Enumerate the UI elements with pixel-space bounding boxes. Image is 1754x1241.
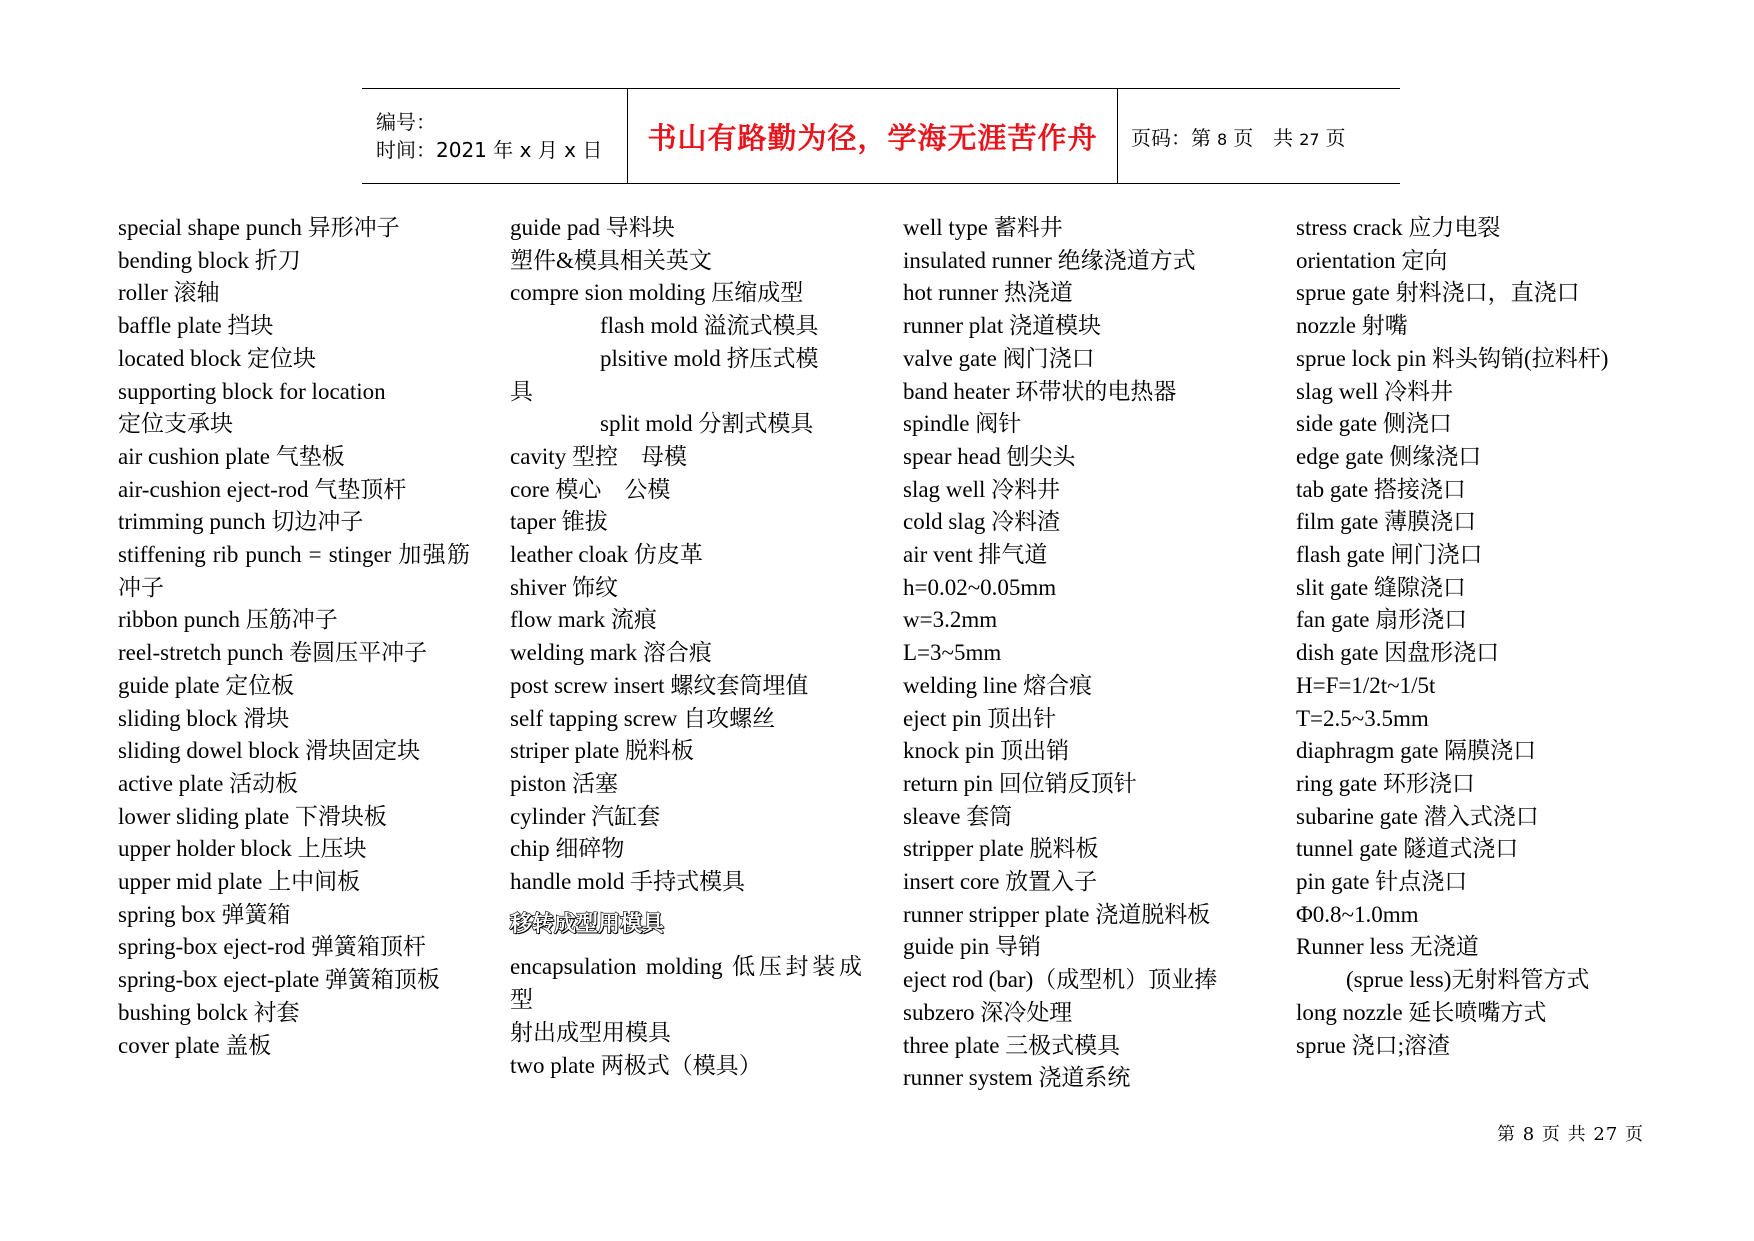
glossary-entry: stripper plate 脱料板	[903, 836, 1099, 862]
glossary-entry: sprue gate 射料浇口，直浇口	[1296, 280, 1580, 306]
glossary-column-1	[118, 212, 470, 1062]
glossary-entry: spindle 阀针	[903, 411, 1022, 437]
glossary-column-3	[903, 212, 1263, 1095]
glossary-entry: bending block 折刀	[118, 247, 301, 273]
glossary-entry: flash mold 溢流式模具	[600, 313, 819, 339]
glossary-entry: sprue 浇口;溶渣	[1296, 1032, 1450, 1058]
glossary-entry: trimming punch 切边冲子	[118, 509, 364, 535]
glossary-entry: slag well 冷料井	[903, 476, 1061, 502]
glossary-entry: air vent 排气道	[903, 542, 1048, 568]
glossary-entry: slag well 冷料井	[1296, 378, 1454, 404]
glossary-entry: L=3~5mm	[903, 640, 1002, 666]
glossary-entry: 具	[510, 378, 533, 404]
glossary-entry: shiver 饰纹	[510, 574, 618, 600]
glossary-entry: two plate 两极式（模具）	[510, 1052, 762, 1078]
glossary-entry: upper holder block 上压块	[118, 836, 367, 862]
glossary-entry: ring gate 环形浇口	[1296, 770, 1475, 796]
glossary-entry: core 模心 公模	[510, 476, 671, 502]
glossary-entry: valve gate 阀门浇口	[903, 345, 1095, 371]
glossary-entry: subarine gate 潜入式浇口	[1296, 803, 1539, 829]
glossary-entry: slit gate 缝隙浇口	[1296, 574, 1466, 600]
glossary-entry: air-cushion eject-rod 气垫顶杆	[118, 476, 407, 502]
glossary-entry: Φ0.8~1.0mm	[1296, 901, 1419, 927]
glossary-entry: long nozzle 延长喷嘴方式	[1296, 999, 1547, 1025]
motto: 书山有路勤为径，学海无涯苦作舟	[647, 120, 1098, 155]
glossary-entry: split mold 分割式模具	[600, 411, 814, 437]
glossary-entry: cover plate 盖板	[118, 1032, 272, 1058]
glossary-entry: bushing bolck 衬套	[118, 999, 300, 1025]
glossary-entry: special shape punch 异形冲子	[118, 215, 400, 240]
glossary-entry: sliding dowel block 滑块固定块	[118, 738, 421, 764]
glossary-entry: eject rod (bar)（成型机）顶业捧	[903, 967, 1218, 993]
glossary-entry: cylinder 汽缸套	[510, 803, 661, 829]
glossary-entry: tunnel gate 隧道式浇口	[1296, 836, 1519, 862]
glossary-entry: edge gate 侧缘浇口	[1296, 443, 1482, 469]
glossary-entry: taper 锥拔	[510, 509, 608, 535]
glossary-entry: roller 滚轴	[118, 280, 220, 306]
glossary-entry: leather cloak 仿皮革	[510, 542, 703, 568]
glossary-entry: spring-box eject-plate 弹簧箱顶板	[118, 967, 440, 993]
glossary-entry: return pin 回位销反顶针	[903, 770, 1137, 796]
glossary-entry: stress crack 应力电裂	[1296, 215, 1501, 240]
glossary-entry: cavity 型控 母模	[510, 443, 687, 469]
page-suffix: 页	[1325, 125, 1346, 150]
glossary-entry: 射出成型用模具	[510, 1019, 671, 1045]
glossary-entry: cold slag 冷料渣	[903, 509, 1061, 535]
glossary-entry: flash gate 闸门浇口	[1296, 542, 1483, 568]
glossary-entry: pin gate 针点浇口	[1296, 869, 1468, 895]
glossary-entry: guide pin 导销	[903, 934, 1041, 960]
glossary-entry: knock pin 顶出销	[903, 738, 1070, 764]
glossary-entry: welding line 熔合痕	[903, 672, 1093, 698]
glossary-entry: guide pad 导料块	[510, 215, 675, 240]
header-page-info	[1118, 89, 1400, 183]
glossary-entry: flow mark 流痕	[510, 607, 657, 633]
glossary-column-2	[510, 212, 862, 1082]
glossary-entry: runner system 浇道系统	[903, 1065, 1131, 1091]
page-prefix: 页码：第	[1131, 125, 1211, 150]
glossary-entry: striper plate 脱料板	[510, 738, 694, 764]
glossary-entry: well type 蓄料井	[903, 215, 1063, 240]
page-footer: 第 8 页 共 27 页	[1497, 1124, 1644, 1145]
glossary-entry: post screw insert 螺纹套筒埋值	[510, 672, 809, 698]
glossary-entry: sliding block 滑块	[118, 705, 290, 731]
section-title: 移转成型用模具	[510, 911, 665, 937]
page-middle: 页 共	[1233, 125, 1294, 150]
glossary-entry: sprue lock pin 料头钩销(拉料杆)	[1296, 345, 1609, 371]
glossary-column-4	[1296, 212, 1661, 1062]
glossary-entry: reel-stretch punch 卷圆压平冲子	[118, 640, 428, 666]
glossary-entry: Runner less 无浇道	[1296, 934, 1479, 960]
glossary-entry: encapsulation molding 低压封装成型	[510, 954, 862, 1013]
glossary-entry: (sprue less)无射料管方式	[1346, 967, 1590, 993]
page-header	[362, 88, 1400, 184]
glossary-entry: 定位支承块	[118, 411, 233, 437]
glossary-entry: plsitive mold 挤压式模	[600, 345, 819, 371]
glossary-entry: h=0.02~0.05mm	[903, 574, 1057, 600]
glossary-entry: spear head 刨尖头	[903, 443, 1076, 469]
glossary-entry: orientation 定向	[1296, 247, 1448, 273]
glossary-entry: sleave 套筒	[903, 803, 1013, 829]
glossary-entry: fan gate 扇形浇口	[1296, 607, 1468, 633]
glossary-entry: air cushion plate 气垫板	[118, 443, 345, 469]
glossary-entry: w=3.2mm	[903, 607, 998, 633]
page-total: 27	[1299, 129, 1320, 149]
glossary-entry: welding mark 溶合痕	[510, 640, 712, 666]
glossary-entry: located block 定位块	[118, 345, 317, 371]
glossary-entry: side gate 侧浇口	[1296, 411, 1452, 437]
glossary-entry: tab gate 搭接浇口	[1296, 476, 1466, 502]
page-current: 8	[1217, 129, 1228, 149]
glossary-entry: upper mid plate 上中间板	[118, 869, 361, 895]
glossary-entry: subzero 深冷处理	[903, 999, 1073, 1025]
glossary-entry: T=2.5~3.5mm	[1296, 705, 1429, 731]
glossary-entry: dish gate 因盘形浇口	[1296, 640, 1500, 666]
glossary-entry: guide plate 定位板	[118, 672, 295, 698]
glossary-entry: runner stripper plate 浇道脱料板	[903, 901, 1211, 927]
glossary-entry: diaphragm gate 隔膜浇口	[1296, 738, 1537, 764]
number-label: 编号：	[376, 110, 436, 134]
glossary-entry: stiffening rib punch = stinger 加强筋冲子	[118, 542, 470, 600]
page-indicator	[1131, 122, 1400, 151]
glossary-entry: baffle plate 挡块	[118, 313, 274, 339]
glossary-entry: nozzle 射嘴	[1296, 313, 1408, 339]
glossary-entry: three plate 三极式模具	[903, 1032, 1121, 1058]
glossary-entry: handle mold 手持式模具	[510, 869, 746, 895]
glossary-entry: H=F=1/2t~1/5t	[1296, 672, 1436, 698]
glossary-entry: ribbon punch 压筋冲子	[118, 607, 338, 633]
glossary-entry: film gate 薄膜浇口	[1296, 509, 1477, 535]
glossary-entry: band heater 环带状的电热器	[903, 378, 1177, 404]
glossary-entry: piston 活塞	[510, 770, 618, 796]
time-label: 时间：2021 年 x 月 x 日	[376, 138, 603, 162]
glossary-entry: compre sion molding 压缩成型	[510, 280, 804, 306]
glossary-entry: runner plat 浇道模块	[903, 313, 1102, 339]
glossary-entry: chip 细碎物	[510, 836, 625, 862]
glossary-entry: lower sliding plate 下滑块板	[118, 803, 387, 829]
glossary-entry: hot runner 热浇道	[903, 280, 1073, 306]
header-info	[362, 89, 628, 183]
header-motto-cell	[628, 89, 1118, 183]
glossary-entry: spring-box eject-rod 弹簧箱顶杆	[118, 934, 426, 960]
glossary-entry: eject pin 顶出针	[903, 705, 1057, 731]
glossary-entry: self tapping screw 自攻螺丝	[510, 705, 776, 731]
glossary-entry: spring box 弹簧箱	[118, 901, 291, 927]
glossary-entry: active plate 活动板	[118, 770, 299, 796]
glossary-entry: 塑件&模具相关英文	[510, 247, 712, 273]
glossary-entry: insulated runner 绝缘浇道方式	[903, 247, 1196, 273]
glossary-entry: insert core 放置入子	[903, 869, 1098, 895]
glossary-entry: supporting block for location	[118, 378, 386, 404]
